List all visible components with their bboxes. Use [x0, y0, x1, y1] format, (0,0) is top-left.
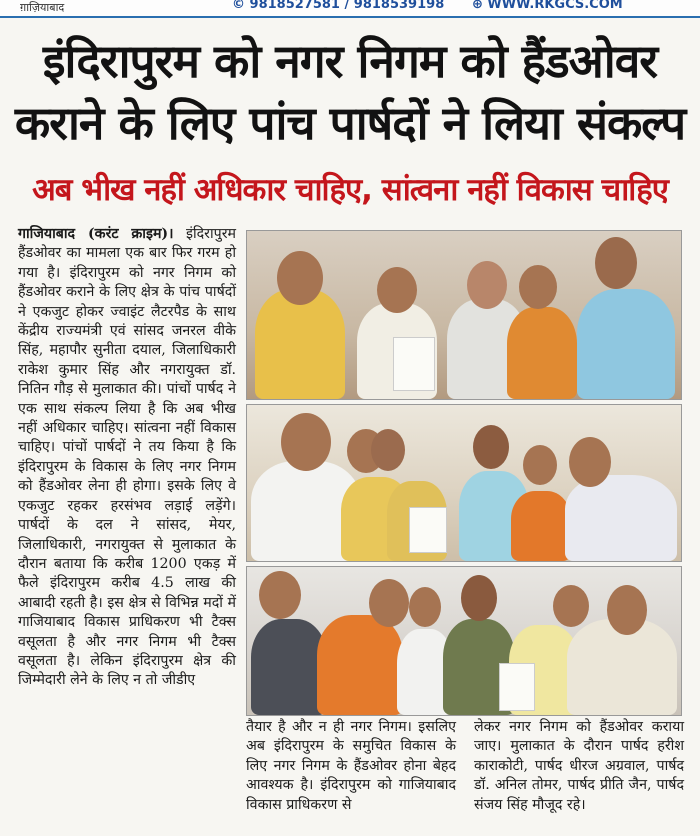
person-head	[277, 251, 323, 305]
person-head	[377, 267, 417, 313]
person-figure	[511, 491, 571, 561]
person-figure	[255, 289, 345, 399]
person-head	[553, 585, 589, 627]
masthead-left-text: ग़ाज़ियाबाद	[20, 1, 65, 14]
person-figure	[565, 475, 677, 561]
article-text-col2: तैयार है और न ही नगर निगम। इसलिए अब इंदिरापुरम के समुचित विकास के लिए नगर निगम के हैंडओवर होना बेहद आवश्यक है। इंदिरापुरम को गाजियाबाद विकास प्राधिकरण से	[246, 719, 456, 813]
photo-meeting-1	[246, 230, 682, 400]
person-head	[369, 579, 409, 627]
article-column-3	[474, 718, 684, 815]
person-figure	[317, 615, 403, 715]
article-text-col3: लेकर नगर निगम को हैंडओवर कराया जाए। मुलाकात के दौरान पार्षद हरीश काराकोटी, पार्षद धीरज अग्रवाल, पार्षद डॉ. अनिल तोमर, पार्षद प्रीति जैन, पार्षद संजय सिंह मौजूद रहे।	[474, 719, 684, 813]
article-column-1	[18, 225, 236, 691]
photo-meeting-2	[246, 404, 682, 562]
photo-meeting-3	[246, 566, 682, 716]
person-head	[371, 429, 405, 471]
person-head	[461, 575, 497, 621]
article-text-col1: इंदिरापुरम हैंडओवर का मामला एक बार फिर गरम हो गया है। इंदिरापुरम को नगर निगम को हैंडओवर कराने के लिए क्षेत्र के पांच पार्षदों ने एकजुट होकर ज्वाइंट लैटरपैड के साथ केंद्रीय राज्यमंत्री एवं सांसद जनरल वीके सिंह, महापौर सुनीता दयाल, जिलाधिकारी राकेश कुमार सिंह और नगरायुक्त डॉ. नितिन गौड़ से मुलाकात की। पांचों पार्षद ने एक साथ संकल्प लिया है कि अब भीख नहीं अधिकार चाहिए। सांत्वना नहीं विकास चाहिए। पांचों पार्षदों ने तय किया है कि इंदिरापुरम के विकास के लिए नगर निगम को हैंडओवर लेना ही होगा। इसके लिए वे एकजुट रहकर हरसंभव लड़ाई लड़ेंगे। पार्षदों के दल ने सांसद, मेयर, जिलाधिकारी, नगरायुक्त से मुलाकात के दौरान बताया कि करीब 1200 एकड़ में फैले इंदिरापुरम करीब 4.5 लाख की आबादी रहती है। इस क्षेत्र से विभिन्न मदों में गाजियाबाद विकास प्राधिकरण भी टैक्स वसूलता है और नगर निगम भी टैक्स वसूलता है। लेकिन इंदिरापुरम क्षेत्र की जिम्मेदारी लेने के लिए न तो जीडीए	[18, 226, 236, 689]
memorandum-paper	[499, 663, 535, 711]
subheadline: अब भीख नहीं अधिकार चाहिए, सांत्वना नहीं विकास चाहिए	[32, 172, 668, 208]
headline: इंदिरापुरम को नगर निगम को हैंडओवर कराने के लिए पांच पार्षदों ने लिया संकल्प	[14, 34, 686, 150]
person-figure	[507, 307, 577, 399]
person-figure	[251, 619, 327, 715]
person-head	[595, 237, 637, 289]
person-head	[467, 261, 507, 309]
masthead-strip	[0, 0, 700, 18]
masthead-phone: © 9818527581 / 9818539198	[232, 0, 445, 12]
masthead-website: ⊕ WWW.RKGCS.COM	[472, 0, 623, 12]
person-head	[523, 445, 557, 485]
person-head	[569, 437, 611, 487]
person-head	[281, 413, 331, 471]
person-head	[409, 587, 441, 627]
person-head	[607, 585, 647, 635]
memorandum-paper	[409, 507, 447, 553]
article-column-2	[246, 718, 456, 815]
photo-stack	[246, 230, 682, 720]
person-head	[519, 265, 557, 309]
person-head	[473, 425, 509, 469]
person-head	[259, 571, 301, 619]
memorandum-paper	[393, 337, 435, 391]
person-figure	[577, 289, 675, 399]
dateline: गाजियाबाद (करंट क्राइम)।	[18, 226, 174, 242]
